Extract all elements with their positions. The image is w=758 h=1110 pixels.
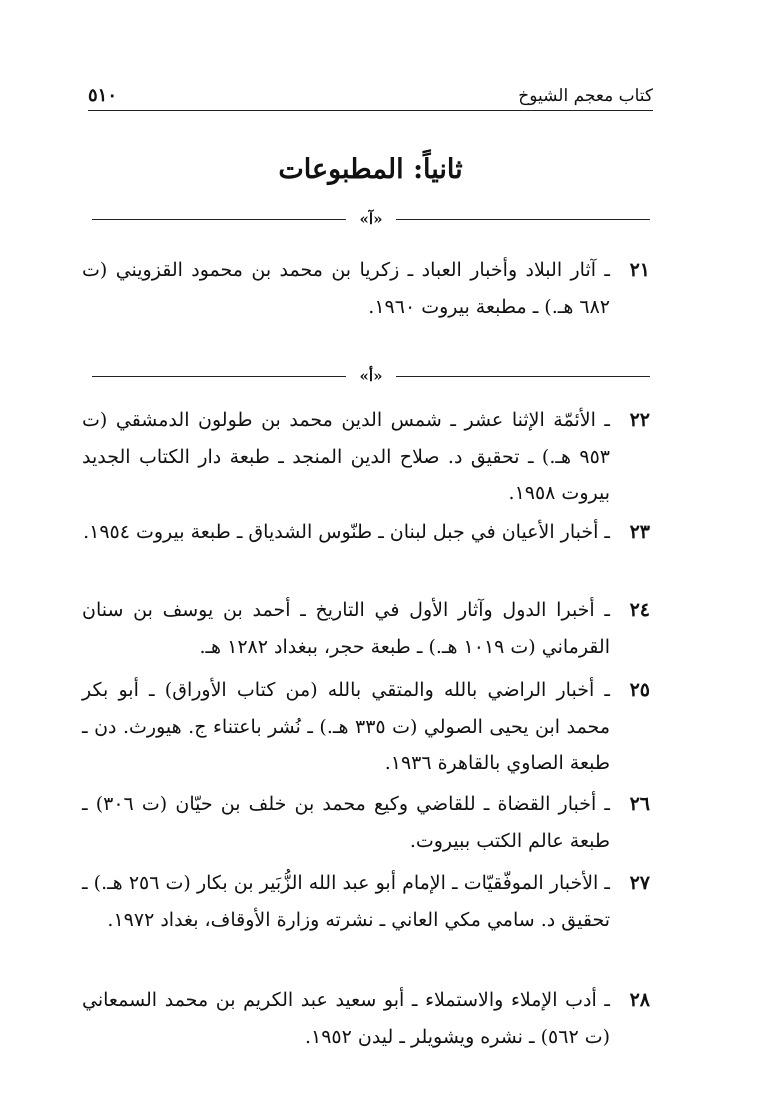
entry-number: ٢٨ [629,989,650,1011]
bibliography-entry [82,672,650,782]
entry-text: ـ أدب الإملاء والاستملاء ـ أبو سعيد عبد الكريم بن محمد السمعاني (ت ٥٦٢) ـ نشره ويشويلر ـ ليدن ١٩٥٢. [82,989,610,1048]
divider-rule-right [396,376,650,377]
entry-text: ـ أخبار القضاة ـ للقاضي وكيع محمد بن خلف بن حيّان (ت ٣٠٦) ـ طبعة عالم الكتب ببيروت. [82,793,610,852]
entry-number: ٢٧ [629,872,650,894]
entry-number: ٢٥ [629,679,650,701]
entry-number: ٢٣ [629,521,650,543]
divider-rule-left [92,376,346,377]
entry-text: ـ الأخبار الموفّقيّات ـ الإمام أبو عبد الله الزُّبَير بن بكار (ت ٢٥٦ هـ.) ـ تحقيق د. سامي مكي العاني ـ نشرته وزارة الأوقاف، بغداد ١٩٧٢. [82,872,610,931]
bibliography-entry [82,514,650,551]
divider-letter: «آ» [359,210,383,228]
entry-text: ـ أخبار الراضي بالله والمتقي بالله (من كتاب الأوراق) ـ أبو بكر محمد ابن يحيى الصولي (ت ٣٣٥ هـ.) ـ نُشر باعتناء ج. هيورث. دن ـ طبعة الصاوي بالقاهرة ١٩٣٦. [82,679,610,774]
entry-text: ـ الأئمّة الإثنا عشر ـ شمس الدين محمد بن طولون الدمشقي (ت ٩٥٣ هـ.) ـ تحقيق د. صلاح الدين المنجد ـ طبعة دار الكتاب الجديد بيروت ١٩٥٨. [82,409,610,504]
running-header [88,84,653,111]
bibliography-entry [82,865,650,938]
entry-number: ٢٢ [629,409,650,431]
entry-number: ٢٤ [629,599,650,621]
bibliography-entry [82,252,650,325]
entry-number: ٢٦ [629,793,650,815]
bibliography-entry [82,982,650,1055]
bibliography-entry [82,592,650,665]
letter-divider [92,206,650,232]
divider-rule-right [396,219,650,220]
bibliography-entry [82,402,650,512]
divider-rule-left [92,219,346,220]
page-number: ٥١٠ [88,85,118,106]
section-title: ثانياً: المطبوعات [278,154,463,185]
entry-text: ـ أخبرا الدول وآثار الأول في التاريخ ـ أحمد بن يوسف بن سنان القرماني (ت ١٠١٩ هـ.) ـ طبعة حجر، ببغداد ١٢٨٢ هـ. [82,599,610,658]
entry-text: ـ آثار البلاد وأخبار العباد ـ زكريا بن محمد بن محمود القزويني (ت ٦٨٢ هـ.) ـ مطبعة بيروت ١٩٦٠. [82,259,610,318]
divider-letter: «أ» [359,367,383,385]
entry-text: ـ أخبار الأعيان في جبل لبنان ـ طنّوس الشدياق ـ طبعة بيروت ١٩٥٤. [83,521,610,543]
letter-divider [92,363,650,389]
book-title: كتاب معجم الشيوخ [518,86,653,106]
bibliography-entry [82,786,650,859]
entry-number: ٢١ [629,259,650,281]
